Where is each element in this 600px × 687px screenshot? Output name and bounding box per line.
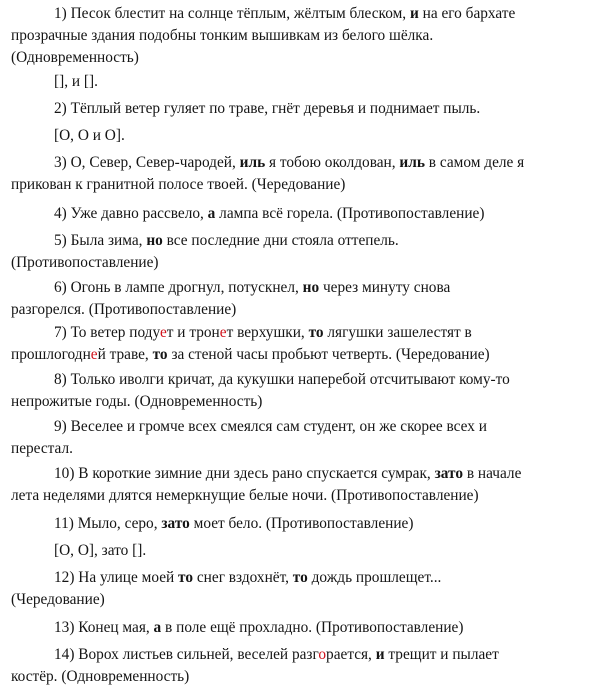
text-segment: прикован к гранитной полосе твоей. (Чередование) [11,176,346,193]
text-segment: рается, [326,646,376,663]
text-segment: 14) Ворох листьев сильней, веселей разг [54,646,319,663]
sentence-continuation-line [0,345,600,365]
sentence-first-line [0,126,600,146]
text-segment: 3) О, Север, Север-чародей, [54,154,240,171]
sentence-continuation-line [0,486,600,506]
sentence-continuation-line [0,590,600,610]
text-segment: на его бархате [418,5,516,22]
sentence-first-line [0,99,600,119]
sentence-continuation-line [0,253,600,273]
conjunction-bold: иль [399,154,425,171]
text-segment: все последние дни стояла оттепель. [162,232,399,249]
conjunction-bold: то [152,346,168,363]
text-segment: 2) Тёплый ветер гуляет по траве, гнёт деревья и поднимает пыль. [54,100,481,117]
conjunction-bold: но [146,232,163,249]
sentence-first-line [0,72,600,92]
text-segment: (Чередование) [11,591,105,608]
conjunction-bold: иль [239,154,266,171]
text-segment: прозрачные здания подобны тонким вышивкам из белого шёлка. [11,27,434,44]
text-segment: 13) Конец мая, [54,619,154,636]
text-segment: в самом деле я [424,154,525,171]
sentence-continuation-line [0,26,600,46]
conjunction-bold: зато [161,515,190,532]
sentence-first-line [0,231,600,251]
text-segment: 6) Огонь в лампе дрогнул, потускнел, [54,279,303,296]
text-segment: дождь прошлещет... [307,569,442,586]
text-segment: в поле ещё прохладно. (Противопоставление) [161,619,464,636]
text-segment: лягушки зашелестят в [323,324,472,341]
sentence-first-line [0,4,600,24]
conjunction-bold: то [178,569,194,586]
sentence-continuation-line [0,439,600,459]
sentence-first-line [0,153,600,173]
sentence-continuation-line [0,175,600,195]
sentence-first-line [0,204,600,224]
text-segment: т верхушки, [226,324,309,341]
text-segment: 12) На улице моей [54,569,179,586]
sentence-first-line [0,370,600,390]
text-segment: 10) В короткие зимние дни здесь рано спускается сумрак, [54,465,435,482]
text-segment: 5) Была зима, [54,232,147,249]
text-segment: 8) Только иволги кричат, да кукушки наперебой отсчитывают кому-то [54,371,510,388]
text-segment: [О, О], зато []. [54,542,147,559]
sentence-continuation-line [0,392,600,412]
text-segment: 4) Уже давно рассвело, [54,205,208,222]
sentence-first-line [0,541,600,561]
sentence-first-line [0,618,600,638]
text-segment: 1) Песок блестит на солнце тёплым, жёлтым блеском, [54,5,410,22]
text-segment: моет бело. (Противопоставление) [189,515,414,532]
highlighted-vowel: е [159,324,167,341]
conjunction-bold: зато [434,465,463,482]
text-segment: 11) Мыло, серо, [54,515,162,532]
sentence-first-line [0,464,600,484]
conjunction-bold: а [207,205,216,222]
sentence-continuation-line [0,667,600,687]
text-segment: [], и []. [54,73,98,90]
highlighted-vowel: е [90,346,98,363]
text-segment: в начале [462,465,522,482]
sentence-first-line [0,278,600,298]
text-segment: 9) Веселее и громче всех смеялся сам студент, он же скорее всех и [54,418,487,435]
text-segment: прошлогодн [11,346,91,363]
highlighted-vowel: о [318,646,327,663]
text-segment: 7) То ветер поду [54,324,160,341]
text-segment: за стеной часы пробьют четверть. (Чередование) [167,346,490,363]
conjunction-bold: и [409,5,419,22]
text-segment: трещит и пылает [384,646,499,663]
text-segment: [О, О и О]. [54,127,125,144]
sentence-first-line [0,568,600,588]
sentence-first-line [0,645,600,665]
sentence-first-line [0,514,600,534]
conjunction-bold: то [292,569,308,586]
highlighted-vowel: е [219,324,227,341]
text-segment: костёр. (Одновременность) [11,668,190,685]
text-segment: й траве, [97,346,153,363]
text-segment: непрожитые годы. (Одновременность) [11,393,263,410]
sentence-continuation-line [0,300,600,320]
sentence-continuation-line [0,48,600,68]
text-segment: разгорелся. (Противопоставление) [11,301,237,318]
text-segment: лампа всё горела. (Противопоставление) [215,205,485,222]
text-segment: я тобою околдован, [265,154,400,171]
conjunction-bold: но [302,279,320,296]
text-segment: снег вздохнёт, [193,569,293,586]
sentence-first-line [0,417,600,437]
text-segment: (Противопоставление) [11,254,159,271]
text-segment: т и трон [166,324,220,341]
sentence-first-line [0,323,600,343]
conjunction-bold: то [308,324,324,341]
conjunction-bold: а [153,619,162,636]
text-segment: (Одновременность) [11,49,139,66]
conjunction-bold: и [375,646,385,663]
text-segment: перестал. [11,440,73,457]
text-segment: через минуту снова [319,279,451,296]
text-segment: лета неделями длятся немеркнущие белые ночи. (Противопоставление) [11,487,479,504]
